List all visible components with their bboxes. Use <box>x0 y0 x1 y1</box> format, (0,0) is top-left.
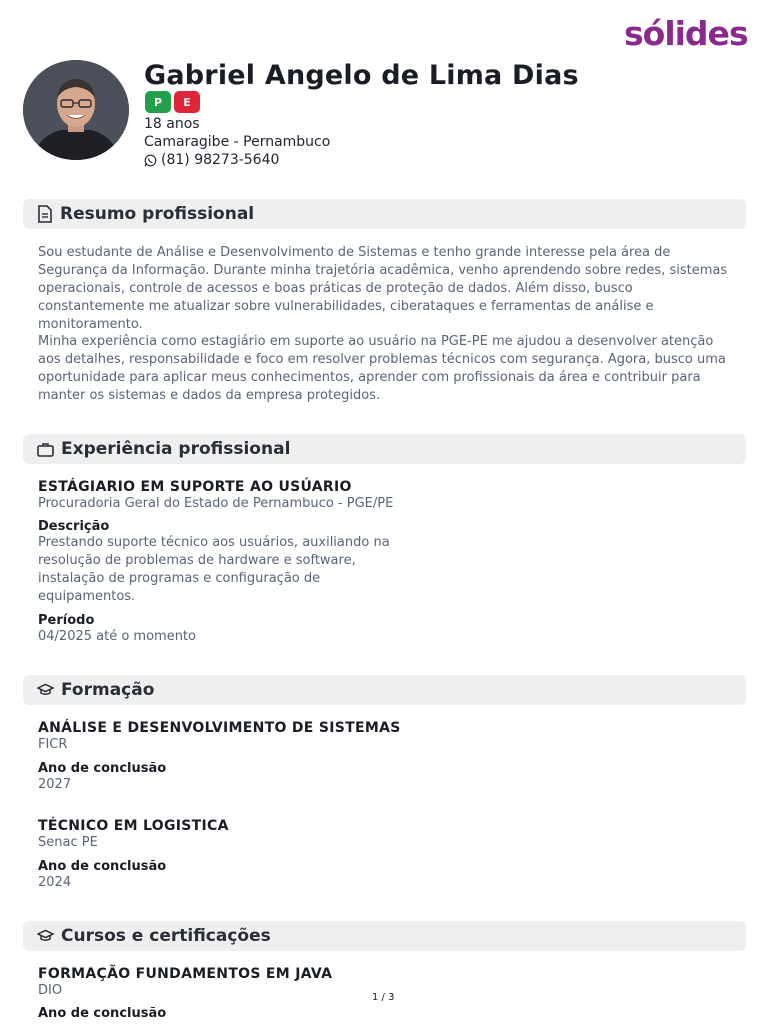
briefcase-icon <box>37 442 54 457</box>
avatar <box>23 60 129 160</box>
whatsapp-icon <box>144 154 157 167</box>
summary-title: Resumo profissional <box>60 204 255 224</box>
education-year-label: Ano de conclusão <box>38 859 167 874</box>
location-text: Camaragibe - Pernambuco <box>144 134 331 150</box>
graduation-cap-icon <box>37 929 54 943</box>
courses-section-header <box>23 921 746 951</box>
education-course: TÉCNICO EM LOGISTICA <box>38 818 229 834</box>
summary-paragraph-1: Sou estudante de Análise e Desenvolvimento de Sistemas e tenho grande interesse pela área de Segurança da Informação. Durante minha trajetória acadêmica, venho aprendendo sobre redes, sistemas operacionais, controle de acessos e boas práticas de proteção de dados. Além disso, busco constantemente me atualizar sobre vulnerabilidades, ciberataques e ferramentas de análise e monitoramento. <box>38 245 728 332</box>
education-course: ANÁLISE E DESENVOLVIMENTO DE SISTEMAS <box>38 720 401 736</box>
education-year: 2027 <box>38 777 72 792</box>
job-role: ESTÁGIARIO EM SUPORTE AO USÚARIO <box>38 479 352 495</box>
graduation-cap-icon <box>37 683 54 697</box>
job-description: Prestando suporte técnico aos usuários, auxiliando na resolução de problemas de hardware e software, instalação de programas e configuração de equipamentos. <box>38 535 390 604</box>
summary-section-header <box>23 199 746 229</box>
solides-logo: sólides <box>624 14 748 53</box>
job-company: Procuradoria Geral do Estado de Pernambuco - PGE/PE <box>38 496 394 511</box>
summary-paragraph-2: Minha experiência como estagiário em suporte ao usuário na PGE-PE me ajudou a desenvolver atenção aos detalhes, responsabilidade e foco em resolver problemas técnicos com segurança. Agora, busco uma oportunidade para aplicar meus conhecimentos, aprender com profissionais da área e contribuir para manter os sistemas e dados da empresa protegidos. <box>38 334 726 403</box>
education-year-label: Ano de conclusão <box>38 761 167 776</box>
experience-title: Experiência profissional <box>61 439 291 459</box>
age-text: 18 anos <box>144 116 200 132</box>
course-year-label: Ano de conclusão <box>38 1006 167 1021</box>
course-name: FORMAÇÃO FUNDAMENTOS EM JAVA <box>38 966 333 982</box>
profile-badges <box>145 91 200 113</box>
badge-p: P <box>145 91 171 113</box>
phone-row <box>144 152 279 168</box>
experience-section-header <box>23 434 746 464</box>
job-period: 04/2025 até o momento <box>38 629 196 644</box>
course-institution: DIO <box>38 983 63 998</box>
phone-number: (81) 98273-5640 <box>161 152 280 168</box>
courses-title: Cursos e certificações <box>61 926 271 946</box>
education-institution: Senac PE <box>38 835 98 850</box>
job-description-label: Descrição <box>38 519 110 534</box>
education-institution: FICR <box>38 737 68 752</box>
badge-e: E <box>174 91 200 113</box>
page-number: 1 / 3 <box>372 992 395 1003</box>
document-icon <box>37 205 53 223</box>
education-year: 2024 <box>38 875 72 890</box>
education-title: Formação <box>61 680 155 700</box>
candidate-name: Gabriel Angelo de Lima Dias <box>144 60 579 91</box>
job-period-label: Período <box>38 613 95 628</box>
avatar-photo <box>23 60 129 160</box>
education-section-header <box>23 675 746 705</box>
